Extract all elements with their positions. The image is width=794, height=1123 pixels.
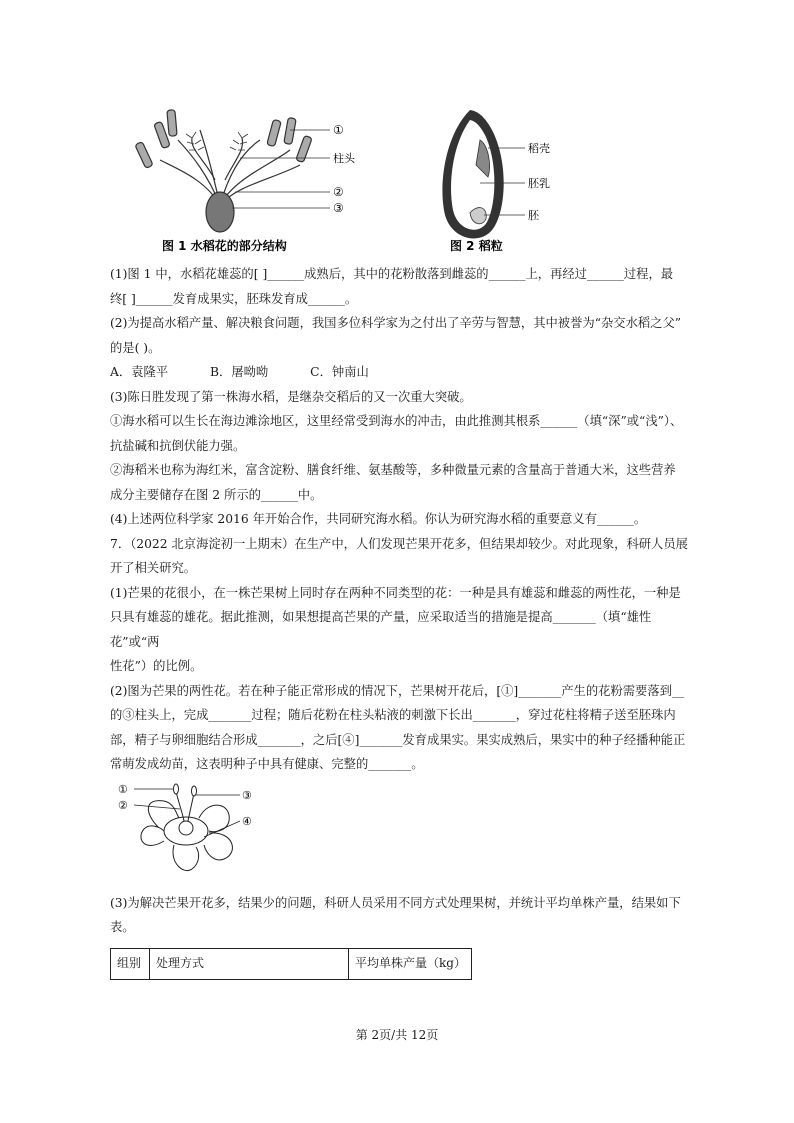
q7-part2-line4: 常萌发成幼苗，这表明种子中具有健康、完整的_______。: [110, 757, 424, 771]
mango-label-4: ④: [242, 814, 252, 828]
q6-part3a-line1: ①海水稻可以生长在海边滩涂地区，这里经常受到海水的冲击，由此推测其根系______（填“深”或“浅”）、: [110, 414, 683, 428]
q7-part1-line2: 只具有雄蕊的雄花。据此推测，如果想提高芒果的产量，应采取适当的措施是提高_______（填“雄性花”或“两: [110, 610, 652, 649]
q6-part1-line1: (1)图 1 中，水稻花雄蕊的[ ]______成熟后，其中的花粉散落到雌蕊的______上，再经过______过程，最: [110, 267, 674, 281]
q7-part2-line2: 的③柱头上，完成_______过程；随后花粉在柱头粘液的刺激下长出_______，穿过花柱将精子送至胚珠内: [110, 708, 676, 722]
q6-part1-line2: 终[ ]______发育成果实，胚珠发育成______。: [110, 291, 358, 306]
q6-part2-line2: 的是( )。: [110, 340, 161, 355]
mango-flower-figure: [110, 783, 690, 883]
q6-part3: (3)陈日胜发现了第一株海水稻，是继杂交稻后的又一次重大突破。: [110, 389, 472, 404]
table-header-row: [111, 948, 472, 979]
q7-part3-line2: 表。: [110, 920, 135, 934]
fig1-label-2: ②: [333, 185, 344, 199]
q7-part1-line3: 性花”）的比例。: [110, 659, 203, 673]
fig2-caption: 图 2 稻粒: [450, 239, 503, 253]
mango-flower-diagram: [114, 783, 264, 881]
q7-intro-line2: 开了相关研究。: [110, 561, 197, 575]
q6-options: [110, 360, 690, 385]
q6-part4: (4)上述两位科学家 2016 年开始合作，共同研究海水稻。你认为研究海水稻的重要意义有______。: [110, 512, 647, 526]
option-a: A．袁隆平: [110, 365, 169, 379]
q7-part2-line1: (2)图为芒果的两性花。若在种子能正常形成的情况下，芒果树开花后，[①]_______产生的花粉需要落到__: [110, 683, 685, 698]
q6-part3b-line2: 成分主要储存在图 2 所示的______中。: [110, 487, 323, 502]
rice-flower-figure: [120, 100, 360, 260]
table-header-yield: 平均单株产量（kg）: [349, 948, 472, 979]
figures-area: [0, 100, 794, 260]
q7-part3-line1: (3)为解决芒果开花多，结果少的问题，科研人员采用不同方式处理果树，并统计平均单株产量，结果如下: [110, 895, 681, 910]
question-text: [110, 262, 690, 980]
q6-part2-line1: (2)为提高水稻产量、解决粮食问题，我国多位科学家为之付出了辛劳与智慧，其中被誉为“杂交水稻之父”: [110, 316, 682, 330]
option-c: C．钟南山: [310, 365, 369, 379]
fig1-label-stigma: 柱头: [333, 152, 355, 165]
page-footer: 第 2页/共 12页: [355, 1028, 439, 1042]
table-header-group: 组别: [111, 948, 150, 979]
fig1-label-1: ①: [333, 123, 344, 137]
option-b: B．屠呦呦: [210, 365, 269, 379]
mango-label-2: ②: [118, 798, 128, 812]
fig1-caption: 图 1 水稻花的部分结构: [162, 239, 287, 253]
fig1-label-3: ③: [333, 201, 344, 215]
fig2-label-endosperm: 胚乳: [528, 177, 550, 190]
fig2-label-husk: 稻壳: [528, 142, 550, 155]
q6-part3b-line1: ②海稻米也称为海红米，富含淀粉、膳食纤维、氨基酸等，多种微量元素的含量高于普通大米，这些营养: [110, 463, 676, 477]
q7-part2-line3: 部，精子与卵细胞结合形成_______，之后[④]_______发育成果实。果实成熟后，果实中的种子经播种能正: [110, 732, 686, 747]
q7-part1-line1: (1)芒果的花很小，在一株芒果树上同时存在两种不同类型的花：一种是具有雄蕊和雌蕊的两性花，一种是: [110, 585, 681, 600]
q6-part3a-line2: 抗盐碱和抗倒伏能力强。: [110, 438, 246, 453]
mango-label-3: ③: [242, 788, 252, 802]
q7-intro-line1: 7．（2022 北京海淀初一上期末）在生产中，人们发现芒果开花多，但结果却较少。对此现象，科研人员展: [110, 536, 688, 551]
rice-grain-figure: [430, 105, 580, 260]
mango-label-1: ①: [118, 782, 128, 796]
rice-grain-diagram: [430, 105, 580, 260]
results-table: [110, 948, 472, 980]
rice-flower-diagram: [120, 100, 360, 260]
fig2-label-embryo: 胚: [528, 209, 539, 222]
table-header-treatment: 处理方式: [150, 948, 349, 979]
